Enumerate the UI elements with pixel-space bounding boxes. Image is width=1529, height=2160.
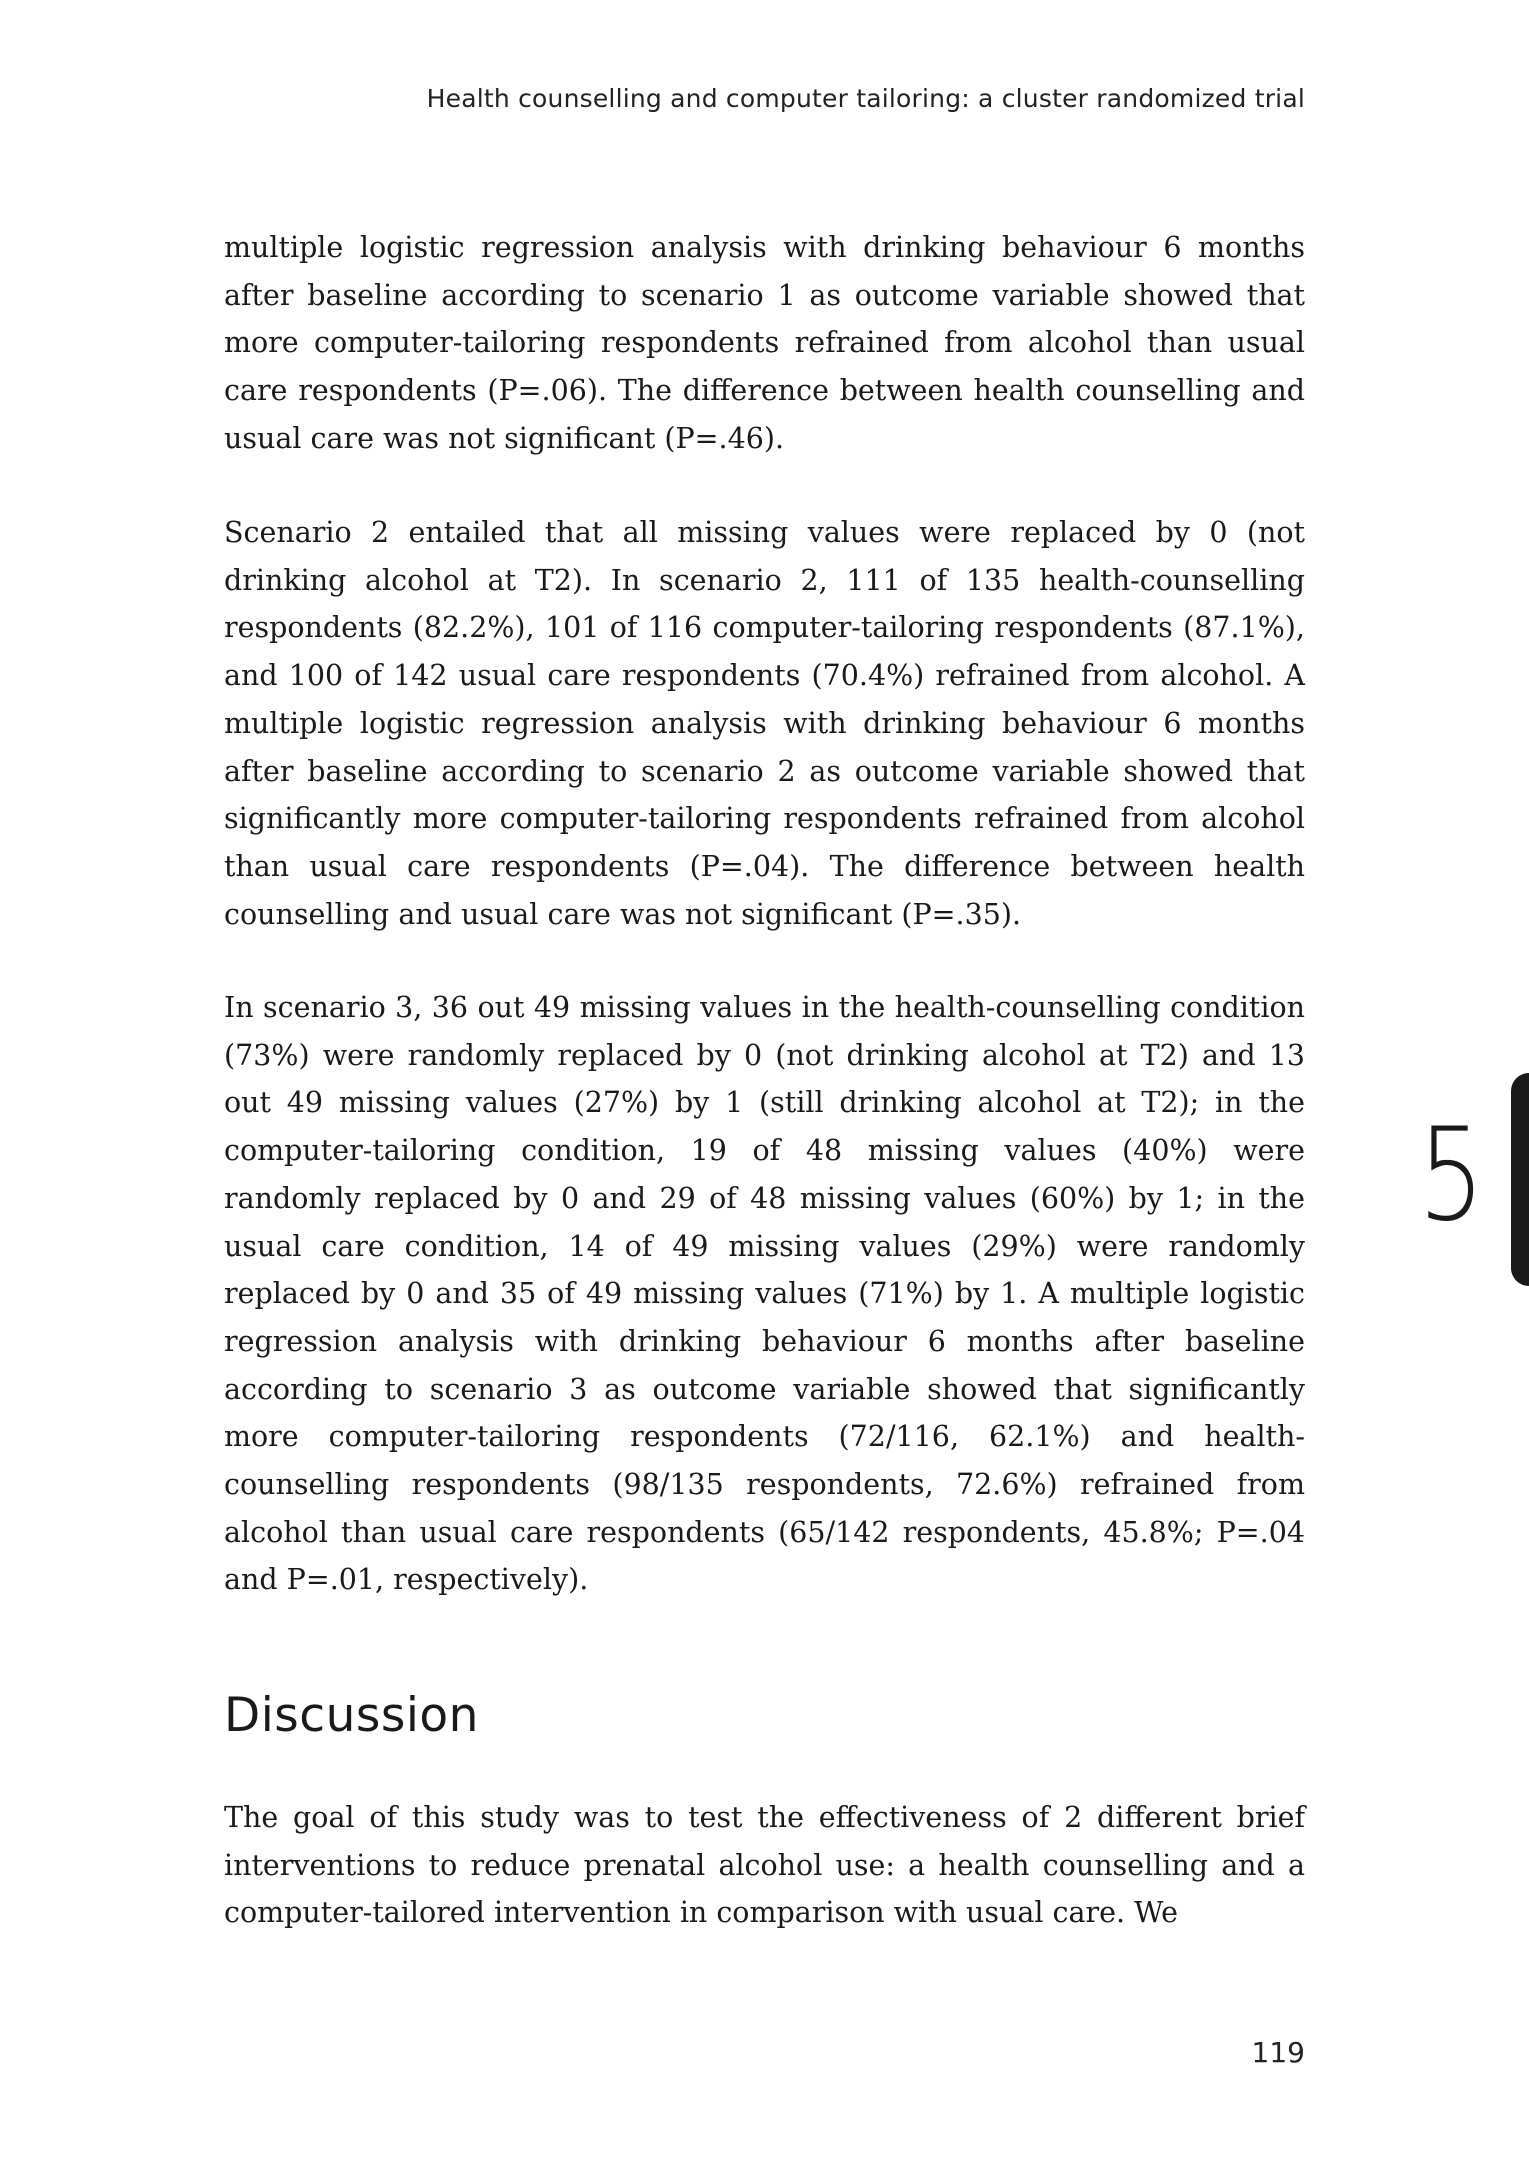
body-paragraph-1 — [224, 224, 1305, 463]
page-number: 119 — [1251, 2036, 1305, 2069]
discussion-paragraph — [224, 1794, 1305, 1937]
chapter-number: 5 — [1418, 1101, 1485, 1250]
body-paragraph-2 — [224, 509, 1305, 938]
paragraph-text: Scenario 2 entailed that all missing values were replaced by 0 (not drinking alcohol at T2). In scenario 2, 111 of 135 health-counselling respondents (82.2%), 101 of 116 computer-tailoring respondents (87.1%), and 100 of 142 usual care respondents (70.4%) refrained from alcohol. A multiple logistic regression analysis with drinking behaviour 6 months after baseline according to scenario 2 as outcome variable showed that significantly more computer-tailoring respondents refrained from alcohol than usual care respondents (P=.04). The difference between health counselling and usual care was not significant (P=.35). — [224, 516, 1305, 931]
body-paragraph-3 — [224, 984, 1305, 1604]
running-header: Health counselling and computer tailoring: a cluster randomized trial — [426, 84, 1305, 113]
discussion-heading: Discussion — [224, 1688, 479, 1743]
paragraph-text: multiple logistic regression analysis with drinking behaviour 6 months after baseline according to scenario 1 as outcome variable showed that more computer-tailoring respondents refrained from alcohol than usual care respondents (P=.06). The difference between health counselling and usual care was not significant (P=.46). — [224, 231, 1305, 455]
chapter-thumb-tab — [1511, 1073, 1529, 1286]
paragraph-text: The goal of this study was to test the effectiveness of 2 different brief interventions to reduce prenatal alcohol use: a health counselling and a computer-tailored intervention in comparison with usual care. We — [224, 1801, 1305, 1930]
paragraph-text: In scenario 3, 36 out 49 missing values in the health-counselling condition (73%) were randomly replaced by 0 (not drinking alcohol at T2) and 13 out 49 missing values (27%) by 1 (still drinking alcohol at T2); in the computer-tailoring condition, 19 of 48 missing values (40%) were randomly replaced by 0 and 29 of 48 missing values (60%) by 1; in the usual care condition, 14 of 49 missing values (29%) were randomly replaced by 0 and 35 of 49 missing values (71%) by 1. A multiple logistic regression analysis with drinking behaviour 6 months after baseline according to scenario 3 as outcome variable showed that significantly more computer-tailoring respondents (72/116, 62.1%) and health-counselling respondents (98/135 respondents, 72.6%) refrained from alcohol than usual care respondents (65/142 respondents, 45.8%; P=.04 and P=.01, respectively). — [224, 991, 1305, 1597]
